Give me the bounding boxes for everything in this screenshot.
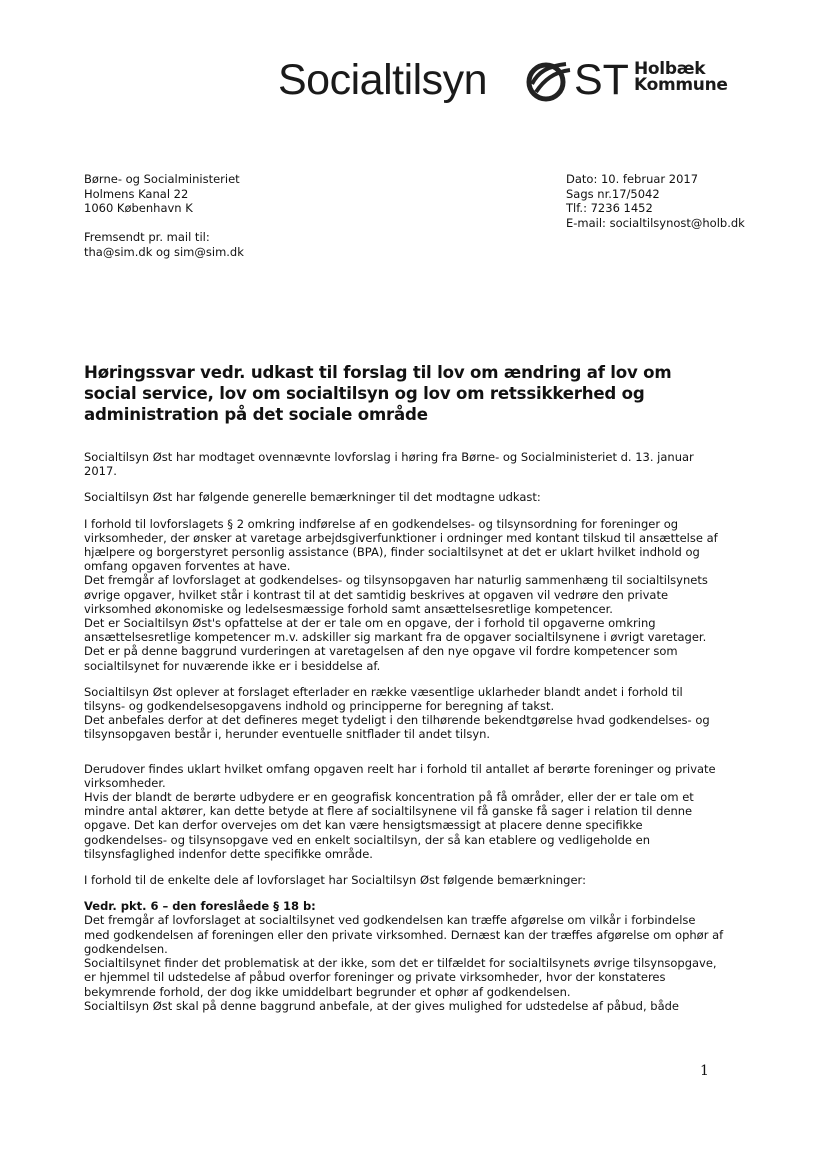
sent-label: Fremsendt pr. mail til:	[84, 230, 210, 244]
logo-wordmark: Socialtilsyn	[278, 56, 488, 104]
paragraph: Derudover findes uklart hvilket omfang opgaven reelt har i forhold til antallet af berørte foreninger og private virksomheder.	[84, 761, 716, 790]
paragraph: I forhold til lovforslagets § 2 omkring indførelse af en godkendelses- og tilsynsordning for foreninger og virksomheder, der ønsker at varetage arbejdsgiverfunktioner i ordninger med kontant tilskud til ansættelse af hjælpere og borgerstyret personlig assistance (BPA), finder socialtilsynet at det er uklart hvilket indhold og omfang opgaven forventes at have.	[84, 516, 718, 574]
recipient-city: 1060 København K	[84, 201, 193, 215]
kommune-line-2: Kommune	[634, 75, 728, 95]
paragraph: Socialtilsynet finder det problematisk at der ikke, som det er tilfældet for socialtilsynets øvrige tilsynsopgave, er hjemmel til udstedelse af påbud overfor foreninger og private virksomheder, hvor der konstateres bekymrende forhold, der dog ikke umiddelbart begrunder et ophør af godkendelsen.	[84, 956, 717, 999]
document-body	[84, 450, 724, 1013]
paragraph: Socialtilsyn Øst oplever at forslaget efterlader en række væsentlige uklarheder blandt andet i forhold til tilsyns- og godkendelsesopgavens indhold og principperne for beregning af takst.	[84, 684, 683, 714]
email-address: E-mail: socialtilsynost@holb.dk	[566, 215, 745, 230]
sent-by-mail	[84, 230, 244, 259]
paragraph: Socialtilsyn Øst har modtaget ovennævnte lovforslag i høring fra Børne- og Socialministeriet d. 13. januar 2017.	[84, 450, 694, 479]
letter-date: Dato: 10. februar 2017	[566, 172, 699, 186]
paragraph: Det fremgår af lovforslaget at godkendelses- og tilsynsopgaven har naturlig sammenhæng til socialtilsynets øvrige opgaver, hvilket står i kontrast til at det samtidig beskrives at opgaven vil vedrøre den private virksomhed økonomiske og ledelsesmæssige forhold samt ansættelsesretlige kompetencer.	[84, 573, 708, 616]
case-number: Sags nr.17/5042	[566, 186, 660, 201]
section-subheading: Vedr. pkt. 6 – den foreslåede § 18 b:	[84, 899, 316, 914]
letterhead	[278, 52, 748, 112]
letter-meta	[566, 172, 745, 230]
socialtilsyn-logo-icon	[522, 58, 574, 104]
paragraph: I forhold til de enkelte dele af lovforslaget har Socialtilsyn Øst følgende bemærkninger:	[84, 873, 586, 888]
logo-wordmark-suffix: ST	[574, 56, 629, 104]
paragraph: Det er Socialtilsyn Øst's opfattelse at der er tale om en opgave, der i forhold til opgaverne omkring ansættelsesretlige kompetencer m.v. adskiller sig markant fra de opgaver socialtilsynene i øvrigt varetager. Det er på denne baggrund vurderingen at varetagelsen af den nye opgave vil fordre kompetencer som socialtilsynet for nuværende ikke er i besiddelse af.	[84, 616, 707, 673]
paragraph: Socialtilsyn Øst skal på denne baggrund anbefale, at der gives mulighed for udstedelse af påbud, både	[84, 998, 680, 1013]
sent-recipients: tha@sim.dk og sim@sim.dk	[84, 244, 244, 259]
document-title: Høringssvar vedr. udkast til forslag til lov om ændring af lov om social service, lov om socialtilsyn og lov om retssikkerhed og administration på det sociale område	[84, 363, 672, 424]
kommune-line-1: Holbæk	[634, 59, 706, 79]
paragraph: Det fremgår af lovforslaget at socialtilsynet ved godkendelsen kan træffe afgørelse om vilkår i forbindelse med godkendelsen af foreningen eller den private virksomhed. Dernæst kan der træffes afgørelse om ophør af godkendelsen.	[84, 913, 724, 956]
holbaek-kommune-logo	[634, 61, 728, 93]
paragraph: Det anbefales derfor at det defineres meget tydeligt i den tilhørende bekendtgørelse hvad godkendelses- og tilsynsopgaven består i, herunder eventuelle snitflader til andet tilsyn.	[84, 713, 710, 742]
phone-number: Tlf.: 7236 1452	[566, 201, 653, 215]
paragraph: Socialtilsyn Øst har følgende generelle bemærkninger til det modtagne udkast:	[84, 490, 541, 505]
recipient-address	[84, 172, 240, 216]
recipient-name: Børne- og Socialministeriet	[84, 172, 240, 186]
page-number: 1	[700, 1063, 709, 1079]
recipient-street: Holmens Kanal 22	[84, 186, 189, 201]
paragraph: Hvis der blandt de berørte udbydere er en geografisk koncentration på få områder, eller der er tale om et mindre antal aktører, kan dette betyde at flere af socialtilsynene vil få ganske få sager i relation til denne opgave. Det kan derfor overvejes om det kan være hensigtsmæssigt at placere denne specifikke godkendelses- og tilsynsopgave ved en enkelt socialtilsyn, der så kan etablere og vedligeholde en tilsynsfaglighed indenfor dette specifikke område.	[84, 790, 694, 861]
